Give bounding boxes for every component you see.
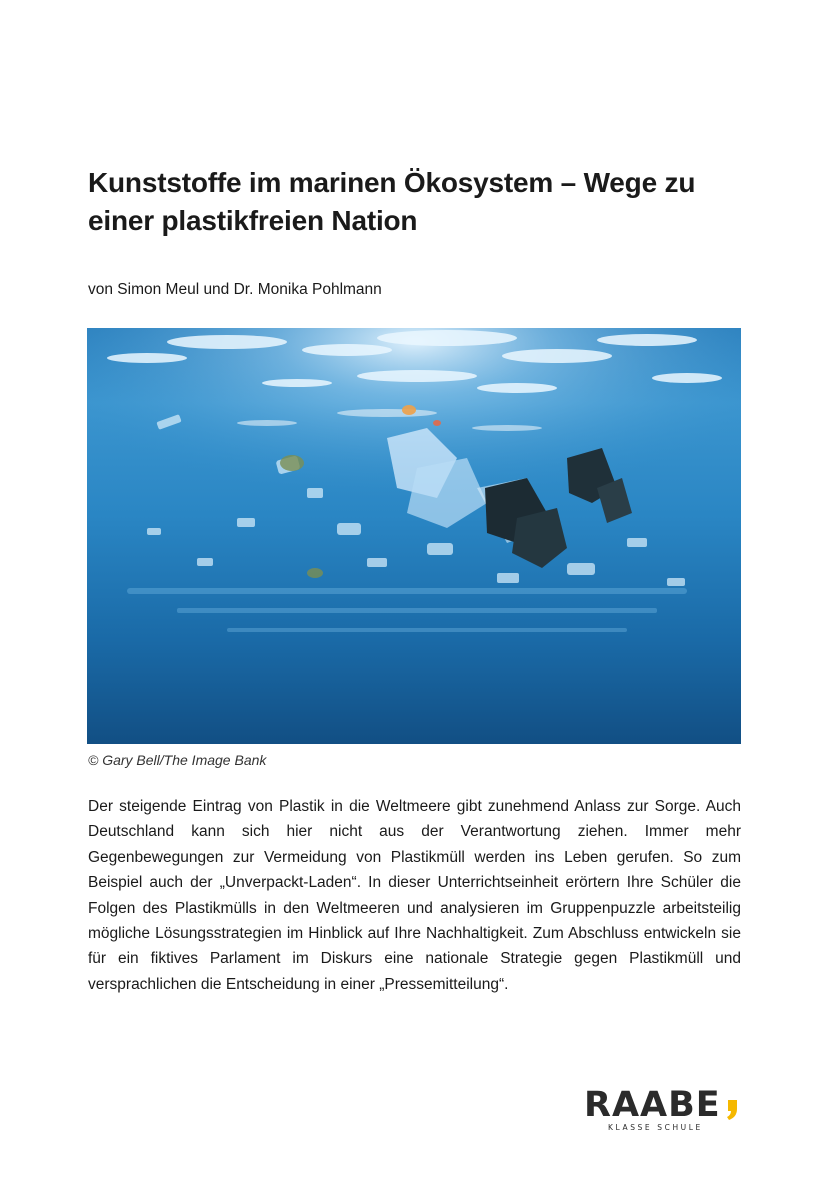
cover-photo-underwater-plastic <box>87 328 741 744</box>
author-line: von Simon Meul und Dr. Monika Pohlmann <box>88 281 382 298</box>
raabe-logo <box>584 1086 744 1138</box>
document-title: Kunststoffe im marinen Ökosystem – Wege zu einer plastikfreien Nation <box>88 167 696 236</box>
logo-wordmark: RAABE <box>584 1085 721 1125</box>
logo-tagline: KLASSE SCHULE <box>608 1123 703 1132</box>
intro-paragraph: Der steigende Eintrag von Plastik in die Weltmeere gibt zunehmend Anlass zur Sorge. Auch Deutschland kann sich hier nicht aus der Verantwortung ziehen. Immer mehr Gegenbewegungen zur Vermeidung von Plastikmüll werden ins Leben gerufen. So zum Beispiel auch der „Unverpackt-Laden“. In dieser Unterrichtseinheit erörtern Ihre Schüler die Folgen des Plastikmülls in den Weltmeeren und analysieren im Gruppenpuzzle arbeitsteilig mögliche Lösungsstrategien im Hinblick auf Ihre Nachhaltigkeit. Zum Abschluss entwickeln sie für ein fiktives Parlament im Diskurs eine nationale Strategie gegen Plastikmüll und versprachlichen die Entscheidung in einer „Pressemitteilung“. <box>88 798 741 993</box>
logo-comma-icon <box>727 1100 737 1120</box>
image-credit: © Gary Bell/The Image Bank <box>88 752 267 768</box>
